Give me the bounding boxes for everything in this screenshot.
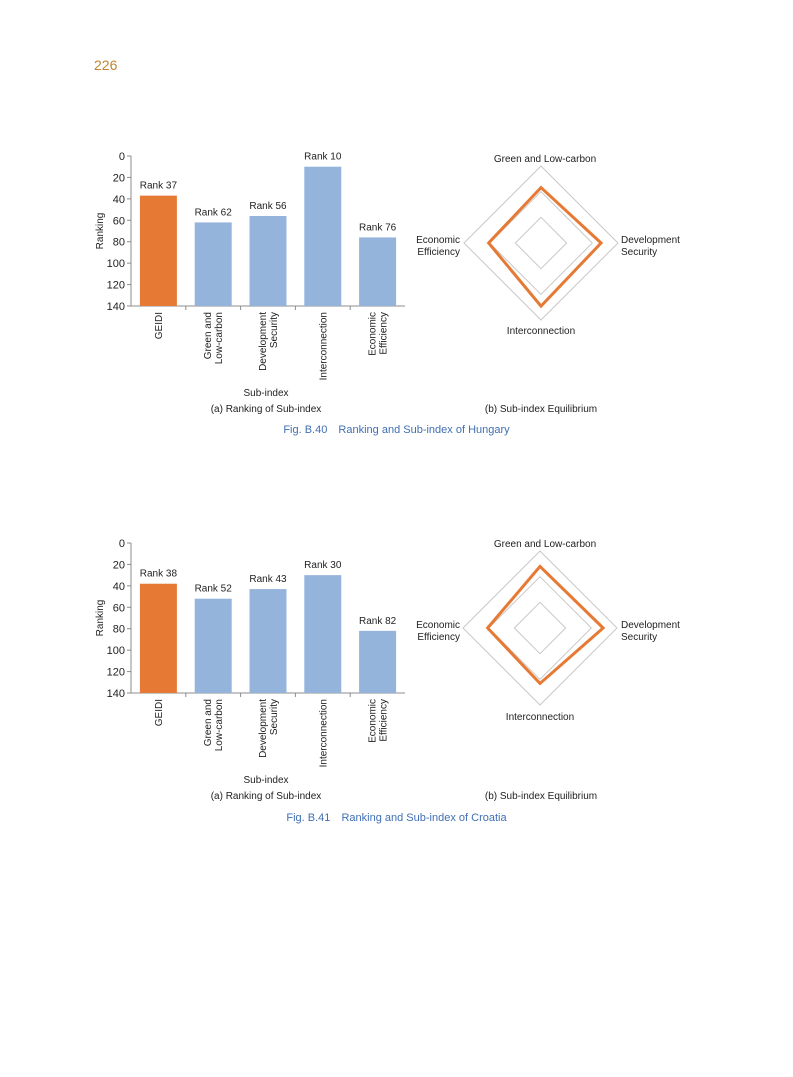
y-axis-label: Ranking (95, 599, 106, 637)
figure-caption-id: Fig. B.40 (283, 424, 328, 436)
x-tick-label-line: Security (269, 312, 280, 349)
sub-index-radar-chart (0, 527, 793, 817)
y-tick-label: 0 (118, 538, 125, 550)
radar-axis-label: Security (621, 632, 658, 643)
x-tick-label-line: GEIDI (153, 699, 165, 727)
y-tick-label: 140 (106, 688, 125, 700)
y-tick-label: 60 (112, 215, 125, 228)
radar-grid-ring (489, 577, 592, 680)
radar-axis-label: Development (621, 620, 680, 631)
chart-a-caption: (a) Ranking of Sub-index (210, 791, 322, 802)
x-tick-label-line: GEIDI (153, 312, 165, 340)
y-tick-label: 80 (112, 236, 125, 249)
x-tick-label-line: Green and (203, 699, 215, 747)
bar-data-label: Rank 30 (304, 560, 342, 572)
y-tick-label: 40 (112, 580, 125, 593)
radar-grid-ring (515, 217, 566, 268)
x-tick-label-line: Green and (203, 312, 215, 360)
bar-data-label: Rank 10 (304, 151, 342, 163)
y-tick-label: 0 (118, 151, 125, 163)
bar-data-label: Rank 37 (139, 180, 178, 192)
radar-axis-label: Interconnection (506, 326, 576, 337)
y-tick-label: 120 (106, 666, 125, 679)
figure-caption (0, 424, 793, 436)
radar-grid-ring (514, 602, 565, 653)
radar-axis-label: Development (621, 235, 680, 246)
x-tick-label-line: Development (258, 699, 269, 758)
radar-series-line (488, 566, 604, 683)
figure-caption-text: Ranking and Sub-index of Hungary (338, 424, 510, 436)
radar-axis-label: Interconnection (505, 712, 575, 723)
x-tick-label-line: Development (258, 312, 269, 371)
sub-index-radar-chart (0, 140, 793, 430)
x-axis-label: Sub-index (243, 775, 289, 786)
x-tick-label-line: Interconnection (318, 312, 330, 381)
radar-series-line (489, 188, 601, 307)
radar-axis-label: Economic (416, 235, 460, 246)
figure-hungary (0, 140, 793, 440)
y-tick-label: 20 (112, 559, 125, 572)
x-tick-label-line: Interconnection (318, 699, 330, 768)
x-tick-label-line: Security (269, 699, 280, 736)
x-tick-label-line: Efficiency (378, 312, 390, 355)
figure-caption (0, 812, 793, 824)
x-tick-label-line: Low-carbon (214, 699, 226, 752)
radar-axis-label: Green and Low-carbon (493, 539, 597, 550)
radar-axis-label: Economic (416, 620, 460, 631)
radar-grid-ring (490, 192, 593, 295)
figure-caption-text: Ranking and Sub-index of Croatia (341, 812, 507, 824)
y-tick-label: 100 (106, 258, 125, 271)
page-number: 226 (94, 57, 118, 73)
bar-data-label: Rank 43 (249, 574, 287, 586)
chart-a-caption: (a) Ranking of Sub-index (210, 404, 322, 415)
bar-data-label: Rank 52 (194, 583, 232, 595)
y-tick-label: 120 (106, 279, 125, 292)
y-tick-label: 20 (112, 172, 125, 185)
y-tick-label: 100 (106, 645, 125, 658)
y-tick-label: 40 (112, 193, 125, 206)
bar-data-label: Rank 56 (249, 201, 287, 212)
x-tick-label-line: Efficiency (378, 699, 390, 742)
bar-data-label: Rank 82 (358, 615, 397, 627)
y-axis-label: Ranking (95, 212, 106, 250)
radar-axis-label: Efficiency (417, 632, 460, 643)
bar-data-label: Rank 38 (139, 568, 178, 580)
bar-data-label: Rank 62 (194, 207, 232, 219)
figure-caption-id: Fig. B.41 (286, 812, 331, 824)
x-tick-label-line: Economic (367, 699, 379, 743)
radar-axis-label: Green and Low-carbon (493, 154, 597, 165)
radar-axis-label: Efficiency (417, 247, 460, 258)
x-tick-label-line: Low-carbon (214, 312, 226, 365)
chart-b-caption: (b) Sub-index Equilibrium (484, 791, 598, 802)
y-tick-label: 80 (112, 623, 125, 636)
y-tick-label: 60 (112, 602, 125, 615)
figure-croatia (0, 527, 793, 827)
y-tick-label: 140 (106, 301, 125, 313)
x-axis-label: Sub-index (243, 388, 289, 399)
radar-axis-label: Security (621, 247, 658, 258)
chart-b-caption: (b) Sub-index Equilibrium (484, 404, 598, 415)
bar-data-label: Rank 76 (358, 222, 397, 234)
x-tick-label-line: Economic (367, 312, 379, 356)
